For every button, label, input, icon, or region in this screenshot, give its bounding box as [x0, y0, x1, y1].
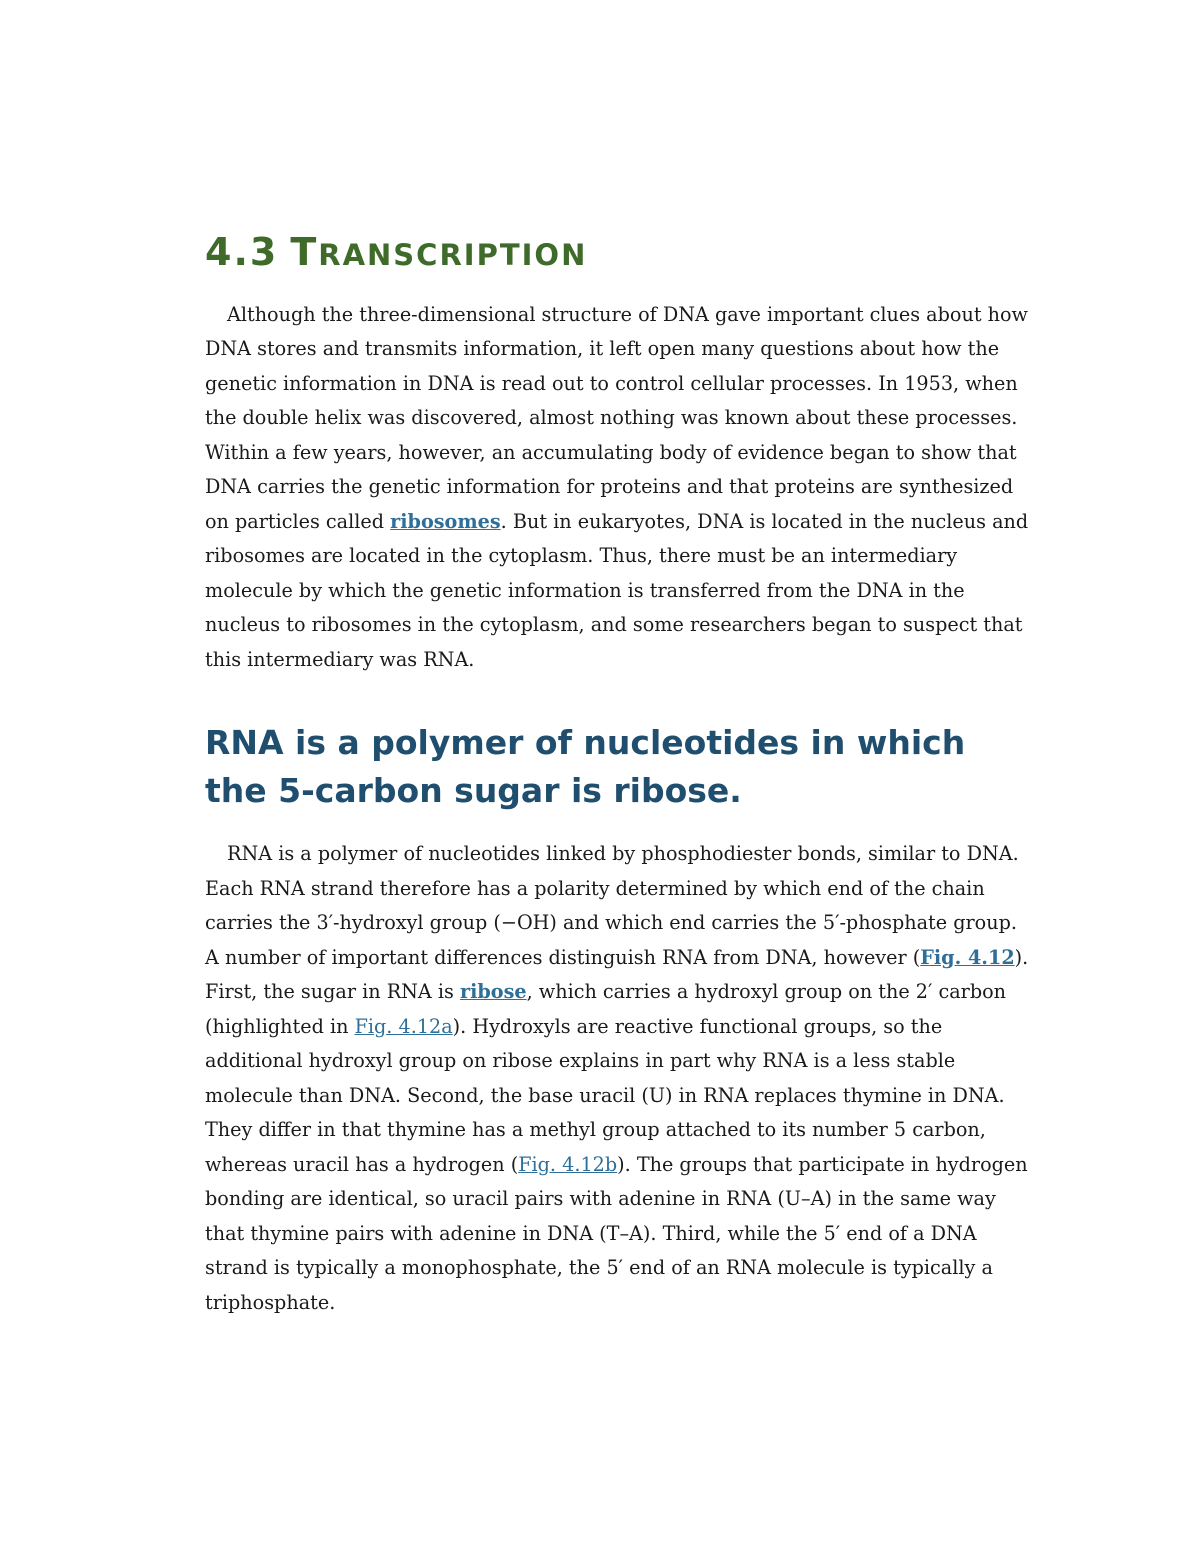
rna-paragraph [205, 837, 1035, 1320]
section-title [205, 230, 1035, 276]
rna-text-1: RNA is a polymer of nucleotides linked by phosphodiester bonds, similar to DNA. Each RNA strand therefore has a polarity determined by which end of the chain carries the 3′-hydroxyl group (−OH) and which end carries the 5′-phosphate group. A number of important differences distinguish RNA from DNA, however ( [205, 842, 1019, 969]
document-page [205, 230, 1035, 1320]
fig-4-12b-link[interactable]: Fig. 4.12b [518, 1152, 618, 1176]
fig-4-12-link[interactable]: Fig. 4.12 [920, 945, 1015, 969]
fig-4-12a-link[interactable]: Fig. 4.12a [354, 1014, 453, 1038]
section-title-initial: T [290, 230, 319, 274]
rna-text-5: ). The groups that participate in hydrogen bonding are identical, so uracil pairs with adenine in RNA (U–A) in the same way that thymine pairs with adenine in DNA (T–A). Third, while the 5′ end of a DNA strand is typically a monophosphate, the 5′ end of an RNA molecule is typically a triphosphate. [205, 1152, 1028, 1314]
intro-text-1: Although the three-dimensional structure of DNA gave important clues about how DNA stores and transmits information, it left open many questions about how the genetic information in DNA is read out to control cellular processes. In 1953, when the double helix was discovered, almost nothing was known about these processes. Within a few years, however, an accumulating body of evidence began to show that DNA carries the genetic information for proteins and that proteins are synthesized on particles called [205, 302, 1028, 533]
ribosomes-link[interactable]: ribosomes [390, 509, 501, 533]
rna-text-4: ). Hydroxyls are reactive functional groups, so the additional hydroxyl group on ribose explains in part why RNA is a less stable molecule than DNA. Second, the base uracil (U) in RNA replaces thymine in DNA. They differ in that thymine has a methyl group attached to its number 5 carbon, whereas uracil has a hydrogen ( [205, 1014, 1005, 1176]
ribose-link[interactable]: ribose [459, 980, 527, 1004]
section-title-rest: RANSCRIPTION [318, 238, 588, 272]
subheading: RNA is a polymer of nucleotides in which the 5-carbon sugar is ribose. [205, 723, 966, 811]
rna-text-3: , which carries a hydroxyl group on the 2′ carbon (highlighted in [205, 980, 1007, 1038]
section-number: 4.3 [205, 230, 279, 274]
intro-paragraph [205, 298, 1035, 678]
rna-text-2: ). First, the sugar in RNA is [205, 945, 1029, 1004]
intro-text-2: . But in eukaryotes, DNA is located in the nucleus and ribosomes are located in the cytoplasm. Thus, there must be an intermediary molecule by which the genetic information is transferred from the DNA in the nucleus to ribosomes in the cytoplasm, and some researchers began to suspect that this intermediary was RNA. [205, 509, 1029, 671]
